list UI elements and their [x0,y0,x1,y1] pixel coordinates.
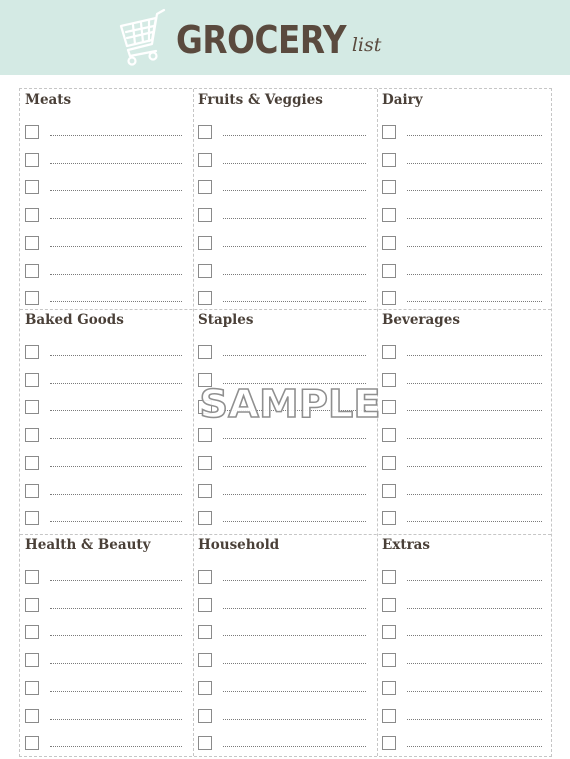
section-dairy [377,89,553,309]
item-checkbox[interactable] [382,264,396,278]
list-item [198,511,370,525]
item-write-line[interactable] [50,355,182,356]
title-main: GROCERY [176,18,347,62]
list-item [25,653,186,667]
item-checkbox[interactable] [382,208,396,222]
item-write-line[interactable] [407,521,542,522]
item-checkbox[interactable] [25,208,39,222]
list-item [382,681,546,695]
item-write-line[interactable] [407,355,542,356]
item-write-line[interactable] [50,410,182,411]
item-write-line[interactable] [223,580,366,581]
item-checkbox[interactable] [382,456,396,470]
item-write-line[interactable] [50,521,182,522]
item-checkbox[interactable] [25,345,39,359]
list-item [25,125,186,139]
list-item [198,484,370,498]
item-checkbox[interactable] [382,570,396,584]
list-item [382,653,546,667]
item-write-line[interactable] [407,580,542,581]
item-write-line[interactable] [407,410,542,411]
item-write-line[interactable] [223,663,366,664]
item-checkbox[interactable] [382,236,396,250]
item-write-line[interactable] [223,301,366,302]
item-checkbox[interactable] [25,625,39,639]
item-checkbox[interactable] [198,345,212,359]
item-write-line[interactable] [407,438,542,439]
item-write-line[interactable] [50,691,182,692]
list-item [198,456,370,470]
list-item [25,598,186,612]
list-item [382,428,546,442]
item-write-line[interactable] [407,246,542,247]
section-title: Health & Beauty [25,537,151,553]
item-write-line[interactable] [50,438,182,439]
list-item [198,653,370,667]
item-write-line[interactable] [407,218,542,219]
shopping-cart-icon [116,4,172,70]
list-item [25,291,186,305]
item-checkbox[interactable] [198,456,212,470]
list-item [25,456,186,470]
item-write-line[interactable] [223,190,366,191]
item-checkbox[interactable] [25,570,39,584]
list-item [382,570,546,584]
list-item [25,709,186,723]
item-write-line[interactable] [50,218,182,219]
item-checkbox[interactable] [198,428,212,442]
list-item [198,570,370,584]
item-checkbox[interactable] [382,653,396,667]
list-item [25,681,186,695]
item-checkbox[interactable] [25,153,39,167]
item-checkbox[interactable] [25,736,39,750]
list-item [198,709,370,723]
list-item [25,236,186,250]
item-checkbox[interactable] [25,511,39,525]
list-item [25,373,186,387]
item-write-line[interactable] [407,635,542,636]
item-checkbox[interactable] [198,180,212,194]
item-write-line[interactable] [50,635,182,636]
section-household [193,534,377,758]
item-checkbox[interactable] [382,709,396,723]
item-write-line[interactable] [407,163,542,164]
list-item [198,264,370,278]
list-item [382,625,546,639]
item-checkbox[interactable] [198,484,212,498]
section-health-beauty [20,534,193,758]
item-checkbox[interactable] [198,511,212,525]
list-item [382,153,546,167]
item-checkbox[interactable] [198,291,212,305]
item-write-line[interactable] [407,663,542,664]
item-write-line[interactable] [223,746,366,747]
item-write-line[interactable] [223,274,366,275]
item-write-line[interactable] [50,301,182,302]
item-write-line[interactable] [407,608,542,609]
item-write-line[interactable] [50,746,182,747]
list-item [25,264,186,278]
page-title [176,12,381,62]
item-write-line[interactable] [407,135,542,136]
list-item [25,345,186,359]
item-write-line[interactable] [223,466,366,467]
list-item [198,681,370,695]
list-item [382,598,546,612]
list-item [382,484,546,498]
list-item [382,400,546,414]
item-checkbox[interactable] [198,153,212,167]
list-item [198,236,370,250]
item-write-line[interactable] [50,246,182,247]
list-item [25,570,186,584]
item-checkbox[interactable] [25,264,39,278]
item-checkbox[interactable] [382,681,396,695]
item-checkbox[interactable] [198,125,212,139]
item-write-line[interactable] [223,521,366,522]
list-item [25,428,186,442]
item-checkbox[interactable] [198,236,212,250]
list-item [382,125,546,139]
section-title: Household [198,537,280,553]
item-checkbox[interactable] [25,373,39,387]
list-item [25,736,186,750]
list-item [25,208,186,222]
item-write-line[interactable] [407,494,542,495]
item-write-line[interactable] [50,163,182,164]
section-baked-goods [20,309,193,534]
item-checkbox[interactable] [25,653,39,667]
item-checkbox[interactable] [25,180,39,194]
item-checkbox[interactable] [382,180,396,194]
list-item [198,345,370,359]
list-item [382,373,546,387]
item-write-line[interactable] [50,494,182,495]
item-checkbox[interactable] [198,681,212,695]
item-write-line[interactable] [223,438,366,439]
list-item [198,180,370,194]
item-write-line[interactable] [223,494,366,495]
item-write-line[interactable] [407,190,542,191]
section-title: Fruits & Veggies [198,92,323,108]
item-checkbox[interactable] [382,291,396,305]
list-item [382,345,546,359]
title-sub: list [351,34,382,56]
item-checkbox[interactable] [382,511,396,525]
item-checkbox[interactable] [382,125,396,139]
item-write-line[interactable] [407,274,542,275]
item-write-line[interactable] [223,355,366,356]
item-checkbox[interactable] [25,598,39,612]
item-write-line[interactable] [407,301,542,302]
list-item [25,400,186,414]
item-write-line[interactable] [223,163,366,164]
item-checkbox[interactable] [25,456,39,470]
list-item [382,264,546,278]
list-item [382,736,546,750]
section-title: Meats [25,92,72,108]
item-checkbox[interactable] [25,681,39,695]
section-beverages [377,309,553,534]
item-write-line[interactable] [223,635,366,636]
item-write-line[interactable] [50,608,182,609]
list-item [198,428,370,442]
list-item [25,180,186,194]
item-write-line[interactable] [50,190,182,191]
item-write-line[interactable] [50,274,182,275]
section-title: Dairy [382,92,423,108]
item-write-line[interactable] [407,466,542,467]
item-checkbox[interactable] [382,428,396,442]
section-title: Extras [382,537,431,553]
header-banner [0,0,570,75]
list-item [382,291,546,305]
list-item [382,456,546,470]
item-checkbox[interactable] [25,709,39,723]
item-checkbox[interactable] [25,484,39,498]
item-checkbox[interactable] [25,125,39,139]
item-checkbox[interactable] [25,291,39,305]
sample-watermark: SAMPLE [199,382,381,426]
item-write-line[interactable] [407,719,542,720]
section-title: Staples [198,312,254,328]
item-write-line[interactable] [223,218,366,219]
item-checkbox[interactable] [198,653,212,667]
item-checkbox[interactable] [382,153,396,167]
item-checkbox[interactable] [198,570,212,584]
item-write-line[interactable] [407,383,542,384]
item-checkbox[interactable] [198,264,212,278]
section-title: Beverages [382,312,460,328]
item-write-line[interactable] [50,663,182,664]
item-write-line[interactable] [223,246,366,247]
item-checkbox[interactable] [382,736,396,750]
list-item [198,736,370,750]
list-item [25,484,186,498]
list-item [382,511,546,525]
item-write-line[interactable] [50,580,182,581]
item-write-line[interactable] [50,466,182,467]
item-write-line[interactable] [223,608,366,609]
item-checkbox[interactable] [382,598,396,612]
list-item [198,208,370,222]
item-checkbox[interactable] [382,345,396,359]
list-item [382,208,546,222]
list-item [198,125,370,139]
list-item [198,153,370,167]
list-item [382,709,546,723]
section-title: Baked Goods [25,312,124,328]
item-checkbox[interactable] [382,484,396,498]
item-checkbox[interactable] [25,400,39,414]
list-item [382,236,546,250]
list-item [25,625,186,639]
item-write-line[interactable] [50,383,182,384]
list-item [198,625,370,639]
section-extras [377,534,553,758]
list-item [382,180,546,194]
item-checkbox[interactable] [25,428,39,442]
item-write-line[interactable] [50,719,182,720]
section-fruits-veggies [193,89,377,309]
item-write-line[interactable] [50,135,182,136]
list-item [25,153,186,167]
item-checkbox[interactable] [198,625,212,639]
item-write-line[interactable] [223,719,366,720]
item-checkbox[interactable] [198,208,212,222]
item-checkbox[interactable] [198,736,212,750]
item-write-line[interactable] [223,691,366,692]
item-write-line[interactable] [407,746,542,747]
item-write-line[interactable] [223,135,366,136]
list-item [25,511,186,525]
item-checkbox[interactable] [198,709,212,723]
section-meats [20,89,193,309]
item-write-line[interactable] [407,691,542,692]
item-checkbox[interactable] [382,625,396,639]
list-item [198,291,370,305]
item-checkbox[interactable] [25,236,39,250]
list-item [198,598,370,612]
item-checkbox[interactable] [198,598,212,612]
